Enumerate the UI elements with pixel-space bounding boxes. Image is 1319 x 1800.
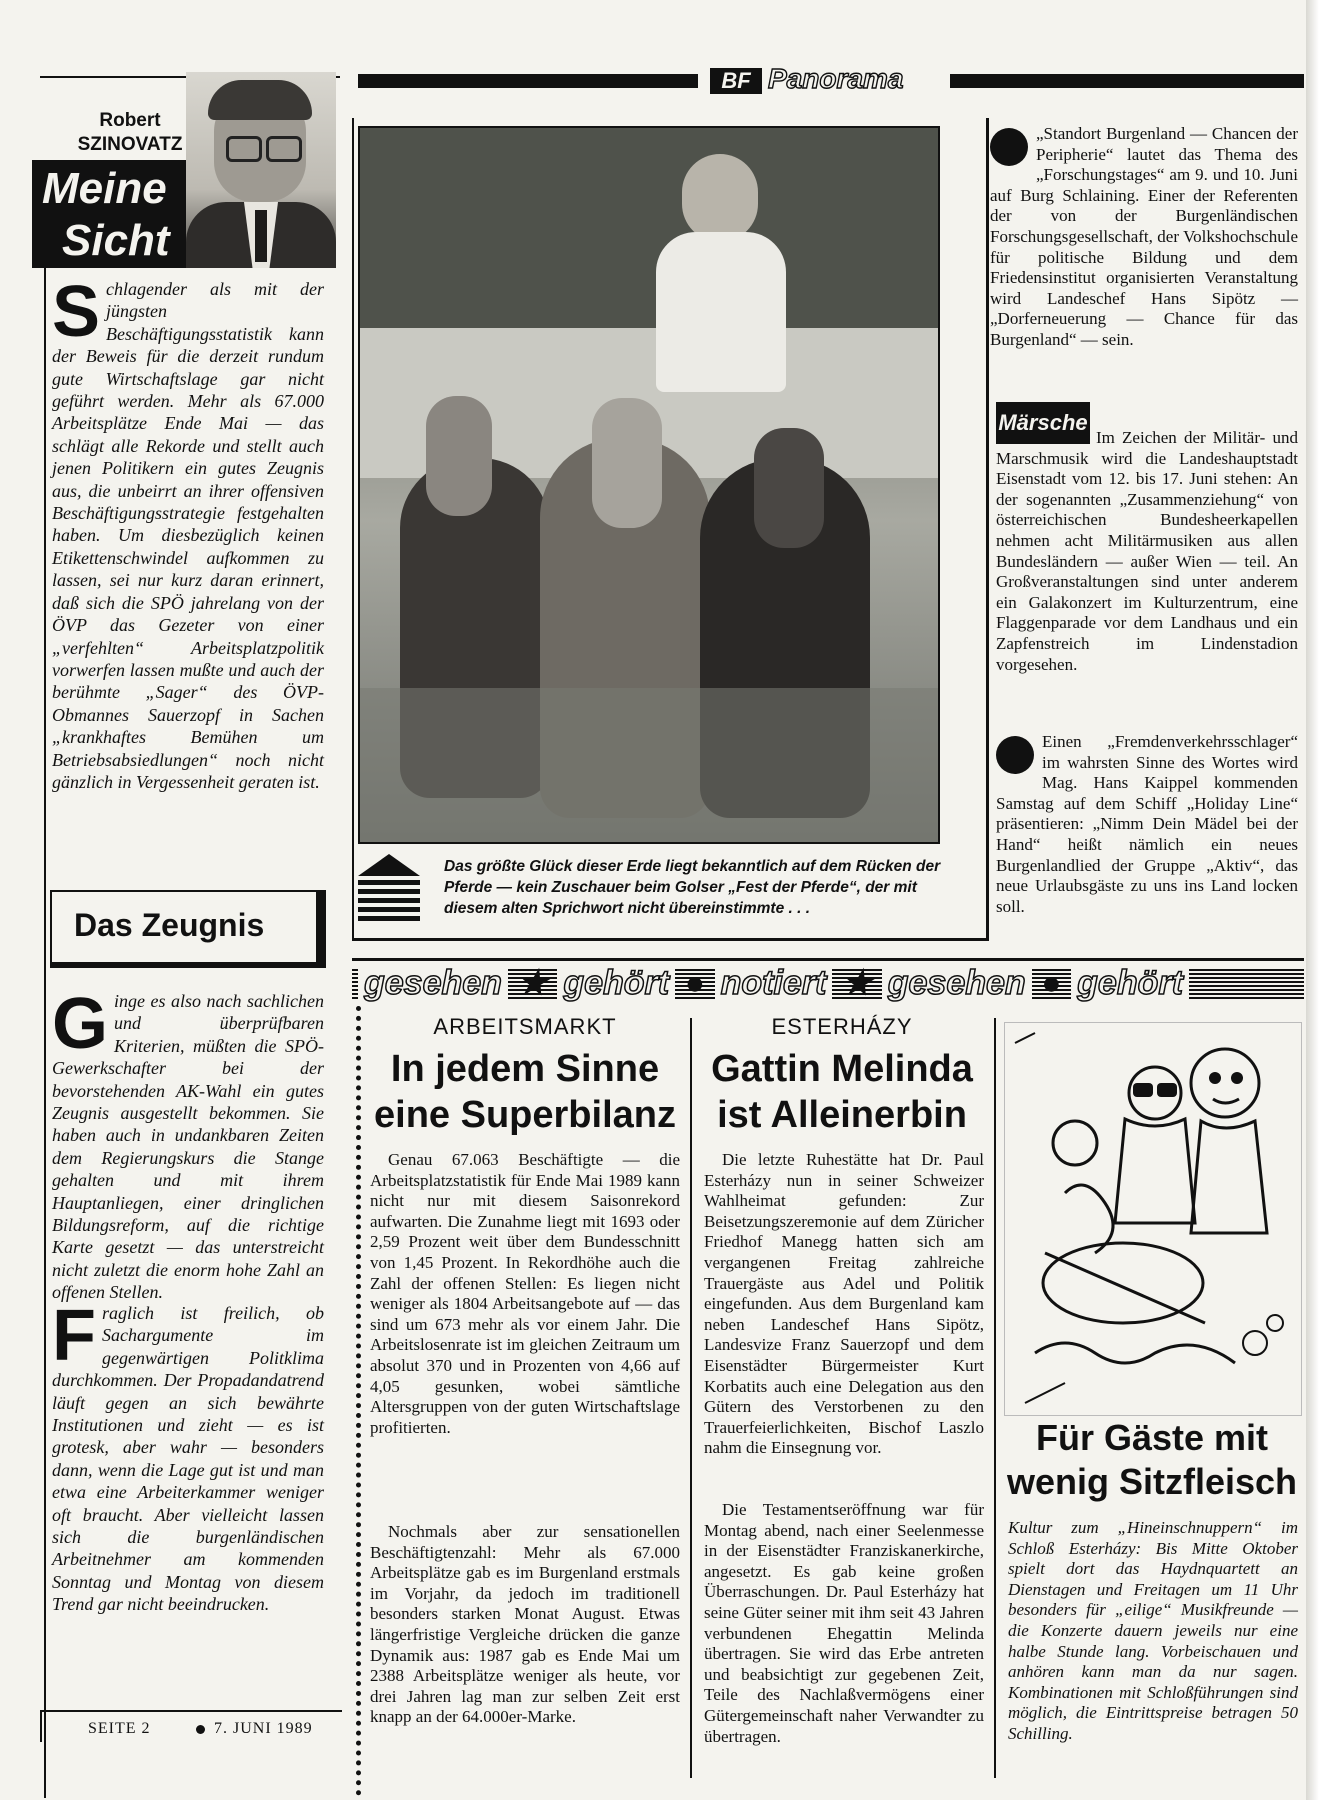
author-portrait: [186, 72, 336, 268]
column-title-box: [32, 160, 186, 268]
photo-caption: Das größte Glück dieser Erde liegt bekanntlich auf dem Rücken der Pferde — kein Zuschauer beim Golser „Fest der Pferde“, der mit diesem alten Sprichwort nicht übereinstimmte . . .: [444, 858, 941, 917]
banner-word: gesehen: [358, 964, 508, 1002]
banner-word: gehört: [557, 964, 675, 1002]
banner-word: gesehen: [882, 964, 1032, 1002]
dotted-rule: [356, 1006, 361, 1796]
subhead-box: [50, 890, 326, 968]
bf-logo: BF: [710, 68, 762, 94]
bullet-icon: [996, 736, 1034, 774]
article2-headline: Gattin Melinda ist Alleinerbin: [711, 1048, 973, 1136]
page-edge: [1306, 0, 1319, 1800]
article1-paragraph-2: Nochmals aber zur sensationellen Beschäftigtenzahl: Mehr als 67.000 Arbeitsplätze gab es im Burgenland erstmals im Vorjahr, da jedoch im traditionell besonders starken Monat August. Etwas längerfristige Vergleiche drücken die ganze Dynamik aus: 1987 gab es Ende Mai um 2388 Arbeitsplätze weniger als heute, vor drei Jahren lag man zur selben Zeit erst knapp an der 64.000er-Marke.: [370, 1522, 680, 1727]
article1-paragraph-1: Genau 67.063 Beschäftigte — die Arbeitsplatzstatistik für Ende Mai 1989 kann nicht nur mit diesem Saisonrekord aufwarten. Die Zunahme liegt mit 1693 oder 2,59 Prozent weit über dem Bundesschnitt von 1,45 Prozent. In Rekordhöhe auch die Zahl der offenen Stellen: Es liegen nicht weniger als 1804 Arbeitsangebote auf — das sind um 673 mehr als vor einem Jahr. Die Arbeitslosenrate ist im gleichen Zeitraum um absolut 370 und in Prozenten von 4,66 auf 4,05 gesunken, wobei sämtliche Altersgruppen von der guten Wirtschaftslage profitierten.: [370, 1150, 680, 1437]
section-title: Panorama: [768, 63, 904, 94]
bullet-icon: [990, 128, 1028, 166]
article3-headline: Für Gäste mit wenig Sitzfleisch: [1006, 1417, 1298, 1502]
banner-gesehen-gehoert: [352, 958, 1304, 1003]
column-title-line1: Meine: [42, 164, 167, 213]
dropcap-f: F: [52, 1296, 96, 1376]
caption-arrow-icon: [358, 854, 420, 922]
author-last-name: SZINOVATZ: [77, 134, 183, 155]
page-date: 7. JUNI 1989: [214, 1720, 313, 1737]
article2-paragraph-2: Die Testamentseröffnung war für Montag abend, nach einer Seelenmesse in der Eisenstädter Franziskanerkirche, angesetzt. Es gab keine großen Überraschungen. Dr. Paul Esterházy hat seine Güter seiner mit ihm seit 43 Jahren verbundenen Ehegattin Melinda übertragen. Sie wird das Erbe antreten und beabsichtigt zur gegebenen Zeit, Teile des Nachlaßvermögens einer Gütergemeinschaft naher Verwandter zu übertragen.: [704, 1500, 984, 1746]
dropcap-g: G: [52, 984, 109, 1064]
marsche-label: Märsche: [998, 410, 1088, 435]
dropcap-s: S: [52, 272, 101, 352]
article2-paragraph-1: Die letzte Ruhestätte hat Dr. Paul Esterházy nun in seiner Schweizer Wahlheimat gefunden: Zur Beisetzungszeremonie auf dem Züricher Friedhof Manegg hatten sich am vergangenen Freitag zahlreiche Trauergäste aus Adel und Politik eingefunden. Aus dem Burgenland kam neben Landeschef Hans Sipötz, Landesvize Franz Sauerzopf und dem Eisenstädter Bürgermeister Kurt Korbatits auch eine Delegation aus den Gütern des Verstorbenen zu den Trauerfeierlichkeiten, Bischof Laszlo nahm die Einsegnung vor.: [704, 1150, 984, 1458]
column-paragraph-3: Fraglich ist freilich, ob Sachargumente im gegenwärtigen Politklima durchkommen. Der Propadandatrend läuft gegen an sich bewährte Institutionen und zieht — es ist grotesk, aber wahr — besonders dann, wenn die Lage gut ist und man etwa eine Arbeiterkammer weniger oft braucht. Aber vielleicht lassen sich die burgenländischen Arbeitnehmer am kommenden Sonntag und Montag von diesem Trend gar nicht beeindrucken.: [52, 1296, 324, 1615]
page-number: SEITE 2: [88, 1720, 151, 1737]
brief-fremdenverkehr: Einen „Fremdenverkehrsschlager“ im wahrsten Sinne des Wortes wird Mag. Hans Kaippel kommenden Samstag auf dem Schiff „Holiday Line“ präsentieren: „Nimm Dein Mädel bei der Hand“ heißt nämlich ein neues Burgenlandlied der Gruppe „Aktiv“, das neue Urlaubsgäste zu uns ins Land locken soll.: [996, 732, 1298, 916]
divider-rule: [994, 1018, 996, 1778]
cartoon-illustration: [1004, 1022, 1302, 1416]
column-paragraph-2: Ginge es also nach sachlichen und überprüfbaren Kriterien, müßten die SPÖ-Gewerkschafter bei der bevorstehenden AK-Wahl ein gutes Zeugnis ausgestellt bekommen. Sie haben auch in undankbaren Zeiten dem Regierungskurs die Stange gehalten und mit ihrem Hauptanliegen, einer dringlichen Bildungsreform, auf die richtige Karte gesetzt — das unterstreicht nicht zuletzt die enorm hohe Zahl an offenen Stellen.: [52, 984, 324, 1303]
article2-kicker: ESTERHÁZY: [771, 1014, 913, 1039]
banner-word: gehört: [1071, 964, 1189, 1002]
brief-forschungstag: „Standort Burgenland — Chancen der Peripherie“ lautet das Thema des „Forschungstages“ am 9. und 10. Juni auf Burg Schlaining. Einer der Referenten der von der Burgenländischen Forschungsgesellschaft, der Volkshochschule für politische Bildung und dem Friedensinstitut organisierten Veranstaltung wird Landeschef Hans Sipötz — „Dorferneuerung — Chance für das Burgenland“ — sein.: [990, 124, 1298, 349]
masthead: [358, 63, 1304, 94]
page-footer: [40, 1710, 342, 1742]
article1-headline: In jedem Sinne eine Superbilanz: [374, 1048, 676, 1136]
star-icon: ★: [841, 964, 873, 1002]
dot-icon: ●: [684, 964, 706, 1002]
banner-word: notiert: [715, 964, 833, 1002]
divider-rule: [690, 1018, 692, 1778]
bullet-separator: [196, 1725, 205, 1734]
column-subhead: Das Zeugnis: [74, 907, 265, 943]
dot-icon: ●: [1041, 964, 1062, 1002]
brief-marschmusik: Im Zeichen der Militär- und Marschmusik wird die Landeshauptstadt Eisenstadt vom 12. bis 17. Juni stehen: An der sogenannten „Zusammenziehung“ von österreichischen Bundesheerkapellen nehmen acht Militärmusiken aus allen Bundesländern — außer Wien — teil. An Großveranstaltungen sind unter anderem ein Galakonzert im Kulturzentrum, eine Flaggenparade vor dem Landhaus und ein Zapfenstreich im Lindenstadion vorgesehen.: [996, 428, 1298, 674]
star-icon: ★: [517, 964, 548, 1002]
author-first-name: Robert: [99, 110, 161, 131]
column-intro: Schlagender als mit der jüngsten Beschäftigungsstatistik kann der Beweis für die derzeit rundum gute Wirtschaftslage gar nicht geführt werden. Mehr als 67.000 Arbeitsplätze Ende Mai — das schlägt alle Rekorde und stellt auch jenen Politikern ein gutes Zeugnis aus, die unbeirrt an ihrer offensiven Beschäftigungsstrategie festgehalten haben. Um diesbezüglich keinen Etikettenschwindel aufkommen zu lassen, sei nur kurz daran erinnert, daß sich die SPÖ jahrelang von der ÖVP das Gezeter von einer „verfehlten“ Arbeitsplatzpolitik vorwerfen lassen mußte und auch der berühmte „Sager“ des ÖVP-Obmannes Sauerzopf in Sachen „krankhaftes Bemühen um Betriebsabsiedlungen“ noch nicht gänzlich in Vergessenheit geraten ist.: [52, 272, 324, 792]
article1-kicker: ARBEITSMARKT: [433, 1014, 617, 1039]
horse-carriage-photo: [358, 126, 940, 844]
column-title-line2: Sicht: [62, 216, 170, 265]
article3-paragraph-1: Kultur zum „Hineinschnuppern“ im Schloß Esterházy: Bis Mitte Oktober spielt dort das Haydnquartett an Dienstagen und Freitagen um 11 Uhr besonders für „eilige“ Musikfreunde — die Konzerte dauern jeweils nur eine halbe Stunde lang. Vorbeischauen und anhören kann man da nur sagen. Kombinationen mit Schloßführungen sind möglich, die Eintrittspreise betragen 50 Schilling.: [1008, 1518, 1298, 1743]
